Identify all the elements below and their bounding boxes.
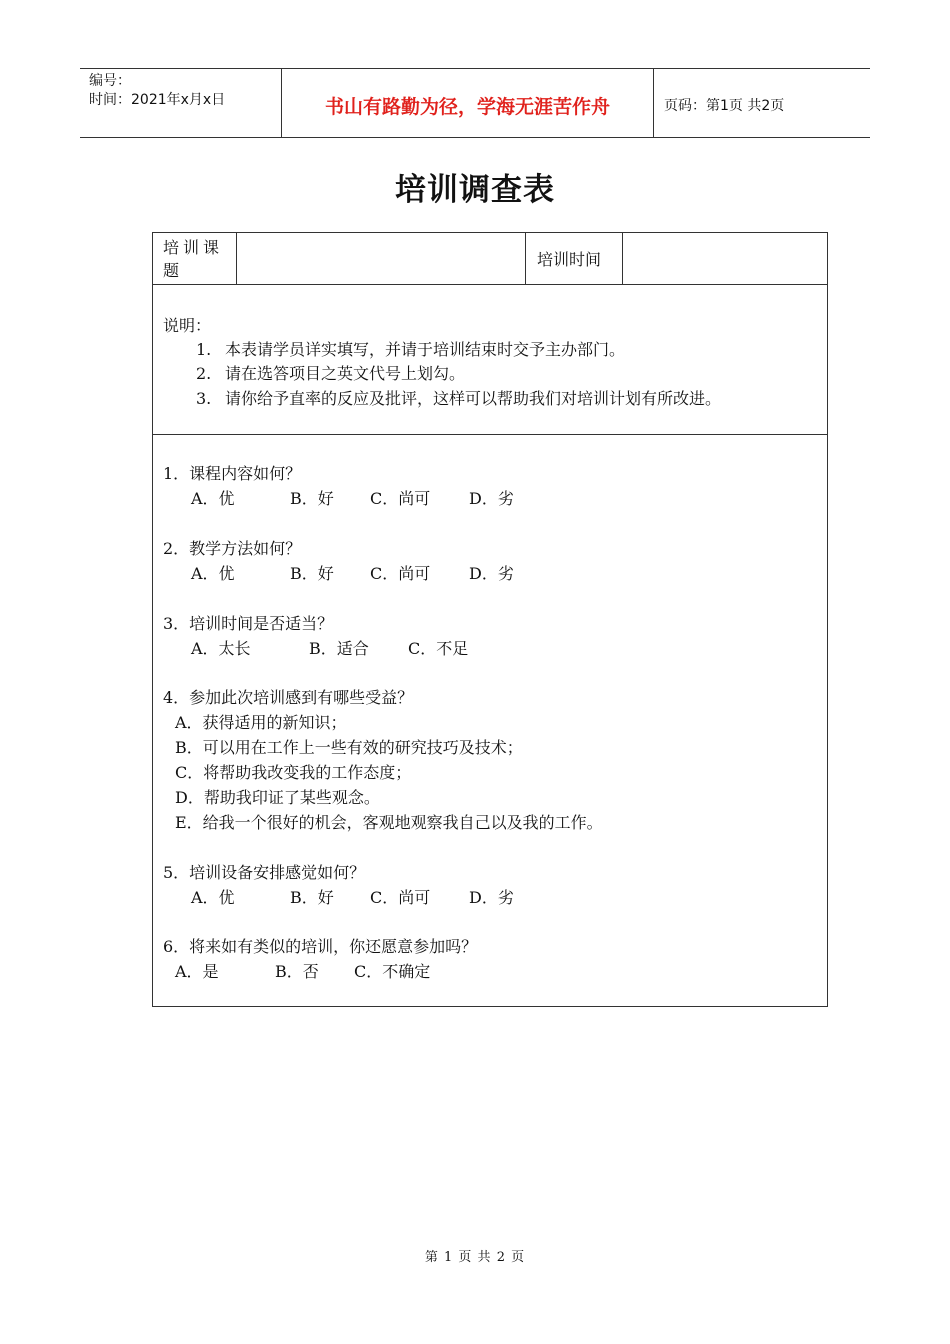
q2-option-c[interactable]: C．尚可 [370, 564, 431, 583]
instruction-item [196, 337, 625, 360]
q1-option-b[interactable]: B．好 [290, 489, 334, 508]
topic-field[interactable] [237, 233, 526, 284]
question-1: 1．课程内容如何？ [163, 464, 302, 483]
q5-option-d[interactable]: D．劣 [469, 888, 514, 907]
q4-option-a[interactable]: A．获得适用的新知识； [175, 713, 347, 732]
q1-option-a[interactable]: A．优 [191, 489, 235, 508]
q2-option-a[interactable]: A．优 [191, 564, 235, 583]
q6-option-b[interactable]: B．否 [275, 962, 319, 981]
topic-label: 培训课题 [153, 233, 237, 284]
q5-option-a[interactable]: A．优 [191, 888, 235, 907]
instruction-item [196, 386, 721, 409]
instruction-text: 请在选答项目之英文代号上划勾。 [225, 364, 466, 383]
q1-option-d[interactable]: D．劣 [469, 489, 514, 508]
question-5: 5．培训设备安排感觉如何？ [163, 863, 366, 882]
q4-option-e[interactable]: E．给我一个很好的机会，客观地观察我自己以及我的工作。 [175, 813, 603, 832]
header-page-info: 页码：第1页 共2页 [664, 98, 785, 114]
time-label: 时间：2021年x月x日 [89, 92, 226, 108]
number-label: 编号： [89, 73, 131, 89]
instruction-text: 本表请学员详实填写，并请于培训结束时交予主办部门。 [225, 340, 626, 359]
q5-option-c[interactable]: C．尚可 [370, 888, 431, 907]
instructions-section [153, 284, 827, 435]
q6-option-a[interactable]: A．是 [175, 962, 219, 981]
q2-option-b[interactable]: B．好 [290, 564, 334, 583]
q1-option-c[interactable]: C．尚可 [370, 489, 431, 508]
question-3: 3．培训时间是否适当？ [163, 614, 334, 633]
q3-option-b[interactable]: B．适合 [309, 639, 369, 658]
instruction-number: 2. [196, 364, 212, 383]
page-header [80, 68, 870, 138]
q5-option-b[interactable]: B．好 [290, 888, 334, 907]
info-row [153, 233, 827, 285]
header-meta [80, 69, 282, 137]
document-title: 培训调查表 [395, 172, 555, 208]
instruction-number: 1. [196, 340, 212, 359]
q4-option-d[interactable]: D．帮助我印证了某些观念。 [175, 788, 380, 807]
question-2: 2．教学方法如何？ [163, 539, 302, 558]
q4-option-b[interactable]: B．可以用在工作上一些有效的研究技巧及技术； [175, 738, 523, 757]
question-6: 6．将来如有类似的培训，你还愿意参加吗？ [163, 937, 478, 956]
training-time-label: 培训时间 [526, 233, 623, 284]
instruction-number: 3. [196, 389, 212, 408]
q4-option-c[interactable]: C．将帮助我改变我的工作态度； [175, 763, 412, 782]
q3-option-c[interactable]: C．不足 [408, 639, 469, 658]
page-footer: 第 1 页 共 2 页 [424, 1250, 526, 1265]
instruction-text: 请你给予直率的反应及批评，这样可以帮助我们对培训计划有所改进。 [225, 389, 722, 408]
instructions-title: 说明： [163, 316, 212, 335]
header-motto: 书山有路勤为径，学海无涯苦作舟 [282, 69, 654, 137]
survey-table [152, 232, 828, 1007]
training-time-field[interactable] [623, 233, 827, 284]
q3-option-a[interactable]: A．太长 [191, 639, 251, 658]
instruction-item [196, 361, 465, 384]
q6-option-c[interactable]: C．不确定 [354, 962, 431, 981]
q2-option-d[interactable]: D．劣 [469, 564, 514, 583]
question-4: 4．参加此次培训感到有哪些受益？ [163, 688, 414, 707]
